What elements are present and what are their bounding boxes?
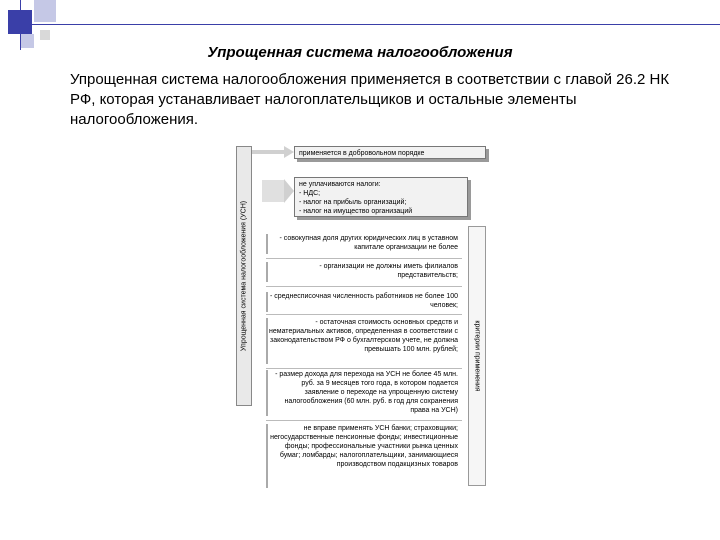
page-title: Упрощенная система налогообложения [207,44,513,61]
decor-line [8,24,720,25]
divider [266,420,462,421]
divider [266,368,462,369]
divider [266,286,462,287]
intro-text: Упрощенная система налогообложения применяется в соответствии с главой 26.2 НК РФ, которая устанавливает налогоплательщиков и остальные элементы налогообложения. [70,71,670,128]
arrow-right-icon [284,179,294,203]
tax-item: - налог на прибыль организаций; [299,199,407,206]
voluntary-box: применяется в добровольном порядке [294,146,486,159]
arrow-stem [252,150,284,154]
criteria-label-text: критерии применения [473,320,481,392]
arrow-right-icon [284,146,294,158]
criterion-item: - совокупная доля других юридических лиц в уставном капитале организации не более [266,234,462,254]
usn-label-text: Упрощенная система налогообложения (УСН) [240,200,248,352]
tax-item: - налог на имущество организаций [299,208,413,215]
decor-line [20,0,21,50]
decor-square-light [34,0,56,22]
taxes-heading: не уплачиваются налоги: [299,181,381,188]
criterion-item: - размер дохода для перехода на УСН не более 45 млн. руб. за 9 месяцев того года, в котором подается заявление о переходе на упрощенную систему налогообложения (60 млн. руб. в год для сохранения права на УСН) [266,370,462,416]
criterion-item: - среднесписочная численность работников не более 100 человек; [266,292,462,312]
criterion-item: не вправе применять УСН банки; страховщики; негосударственные пенсионные фонды; инвестиционные фонды; профессиональные участники рынка ценных бумаг; ломбарды; налогоплательщики, занимающиеся производством подакцизных товаров [266,424,462,488]
usn-vertical-label [236,146,252,406]
criterion-item: - организации не должны иметь филиалов представительств; [266,262,462,282]
criterion-item: - остаточная стоимость основных средств и нематериальных активов, определенная в соответствии с законодательством РФ о бухгалтерском учете, не должна превышать 100 млн. рублей; [266,318,462,364]
arrow-stem [262,180,284,202]
divider [266,314,462,315]
tax-item: - НДС; [299,190,321,197]
criteria-vertical-label [468,226,486,486]
taxes-box [294,177,468,217]
divider [266,258,462,259]
decor-square-gray [40,30,50,40]
